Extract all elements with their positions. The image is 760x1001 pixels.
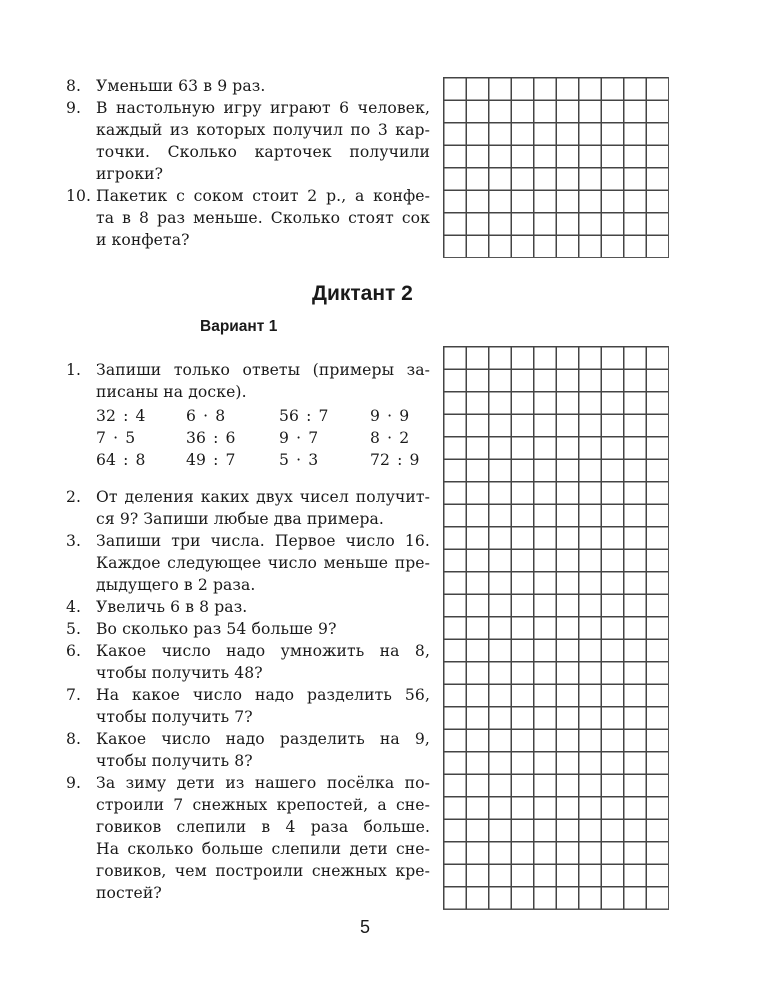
task-item [66, 684, 430, 728]
task-number: 4. [66, 598, 82, 616]
page-number: 5 [360, 917, 371, 937]
task-text: От деления каких двух чисел получит- ся 9? Запиши любые два примера. [96, 488, 430, 528]
task-item [66, 530, 430, 596]
task-number: 7. [66, 686, 82, 704]
task-text: Во сколько раз 54 больше 9? [96, 620, 337, 638]
task-text: За зиму дети из нашего посёлка по- строили 7 снежных крепостей, а сне- говиков слепили в 4 раза больше. На сколько больше слепили дети сне- говиков, чем построили снежных кре- постей? [96, 774, 430, 902]
task-item [66, 75, 430, 97]
task-text: Пакетик с соком стоит 2 р., а конфе- та в 8 раз меньше. Сколько стоят сок и конфета? [96, 187, 430, 249]
variant-title: Вариант 1 [200, 318, 278, 335]
example: 56 : 7 [279, 407, 329, 425]
dictation-task-list [66, 359, 430, 904]
example: 36 : 6 [186, 429, 236, 447]
task-number: 3. [66, 532, 82, 550]
task-number: 5. [66, 620, 82, 638]
task-text: На какое число надо разделить 56, чтобы получить 7? [96, 686, 430, 726]
task-text: Какое число надо умножить на 8, чтобы получить 48? [96, 642, 430, 682]
task-item [66, 640, 430, 684]
task-item [66, 772, 430, 904]
example: 72 : 9 [370, 451, 420, 469]
task-number: 9. [66, 774, 82, 792]
top-task-list [66, 75, 430, 251]
task-item [66, 596, 430, 618]
example: 9 · 7 [279, 429, 319, 447]
task-number: 8. [66, 77, 82, 95]
task-text: Увеличь 6 в 8 раз. [96, 598, 248, 616]
example: 8 · 2 [370, 429, 410, 447]
dictation-title: Диктант 2 [312, 282, 413, 305]
task-number: 1. [66, 361, 82, 379]
task-number: 9. [66, 99, 82, 117]
task-item [66, 486, 430, 530]
task-text: Запиши только ответы (примеры за- писаны на доске). [96, 361, 430, 401]
task-item [66, 185, 430, 251]
task-item [66, 97, 430, 185]
example: 32 : 4 [96, 407, 146, 425]
examples-table [96, 405, 430, 471]
example: 7 · 5 [96, 429, 136, 447]
task-number: 10. [66, 187, 92, 205]
task-item [66, 618, 430, 640]
task-number: 8. [66, 730, 82, 748]
task-number: 6. [66, 642, 82, 660]
example: 9 · 9 [370, 407, 410, 425]
task-text: В настольную игру играют 6 человек, каждый из которых получил по 3 кар- точки. Сколько карточек получили игроки? [96, 99, 430, 183]
example: 64 : 8 [96, 451, 146, 469]
task-text: Какое число надо разделить на 9, чтобы получить 8? [96, 730, 430, 770]
answer-grid-top [443, 77, 669, 258]
task-text: Уменьши 63 в 9 раз. [96, 77, 266, 95]
example: 49 : 7 [186, 451, 236, 469]
example: 6 · 8 [186, 407, 226, 425]
answer-grid-dictation [443, 346, 669, 910]
task-item [66, 359, 430, 403]
task-number: 2. [66, 488, 82, 506]
task-text: Запиши три числа. Первое число 16. Каждое следующее число меньше пре- дыдущего в 2 раза. [96, 532, 430, 594]
example: 5 · 3 [279, 451, 319, 469]
task-item [66, 728, 430, 772]
